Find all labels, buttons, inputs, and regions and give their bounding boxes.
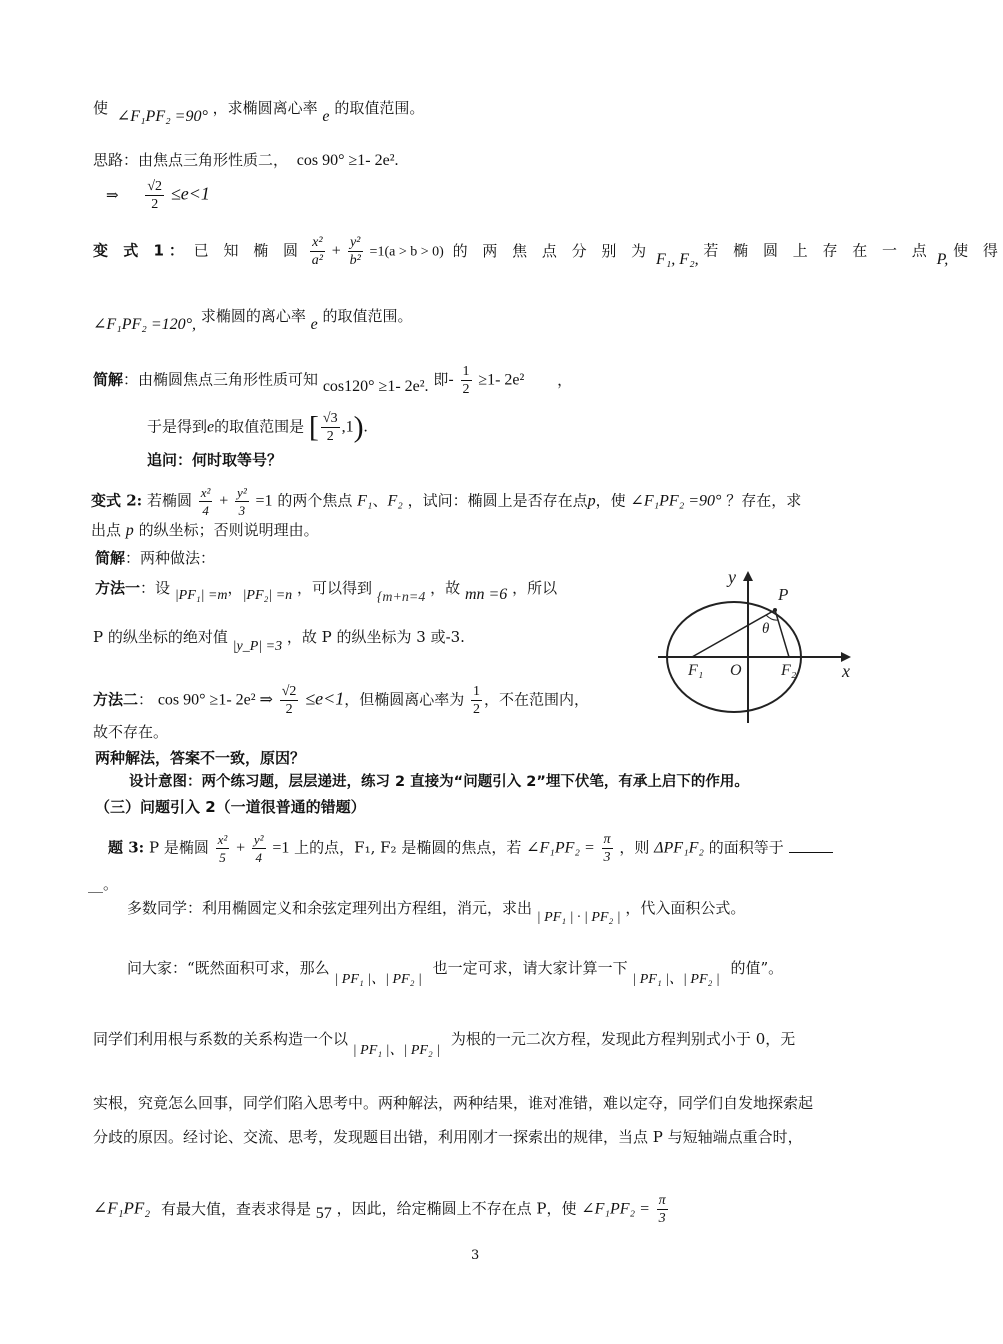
var-e: e bbox=[207, 418, 215, 436]
label: 方法二 bbox=[93, 690, 139, 709]
jj1-line bbox=[93, 363, 572, 398]
label: 题 3: bbox=[108, 838, 145, 857]
formula: cos 90° ≥1- 2e². bbox=[296, 152, 399, 169]
angle-formula: ∠F₁PF₂ =120°, bbox=[93, 316, 197, 333]
numerator: √2 bbox=[281, 684, 297, 699]
sep: ， bbox=[227, 579, 243, 597]
p3-line bbox=[106, 178, 210, 213]
text: 若 椭 圆 上 存 在 一 点 bbox=[703, 241, 932, 260]
text: P 的纵坐标的绝对值 bbox=[93, 628, 228, 646]
denominator: 4 bbox=[255, 850, 262, 865]
text: 同学们利用根与系数的关系构造一个以 bbox=[93, 1030, 349, 1048]
denominator: 5 bbox=[219, 850, 226, 865]
design-line: 设计意图：两个练习题，层层递进，练习 2 直接为“问题引入 2”埋下伏笔，有承上启下的作用。 bbox=[129, 774, 749, 790]
y-arrow bbox=[743, 571, 753, 581]
value: 57 bbox=[315, 1204, 332, 1222]
text: P 是椭圆 bbox=[148, 838, 209, 857]
text: 已 知 椭 圆 bbox=[193, 241, 303, 260]
plus: + bbox=[219, 492, 229, 510]
focus-1: F₁ bbox=[357, 492, 373, 510]
text: ，所以 bbox=[512, 579, 558, 597]
text: 的取值范围。 bbox=[322, 307, 413, 325]
text: ： bbox=[138, 690, 154, 709]
text: ：设 bbox=[140, 579, 171, 597]
equation-system: {m+n=4 bbox=[376, 590, 426, 605]
v1-line bbox=[93, 234, 1003, 269]
formula: | PF₁ |、| PF₂ | bbox=[632, 972, 720, 987]
why-line: 两种解法，答案不一致，原因？ bbox=[95, 749, 306, 767]
text: ， bbox=[557, 370, 573, 389]
pa2-line bbox=[127, 958, 784, 987]
angle-formula: ∠F₁PF₂ =90° bbox=[116, 108, 208, 125]
q3-line bbox=[108, 831, 833, 866]
text: 的纵坐标；否则说明理由。 bbox=[138, 521, 319, 539]
numerator: x² bbox=[310, 234, 325, 252]
text: ：由椭圆焦点三角形性质可知 bbox=[123, 370, 319, 389]
formula: cos120° ≥1- 2e². bbox=[322, 377, 429, 395]
implies-symbol: ⇒ bbox=[106, 185, 119, 204]
result-line bbox=[147, 410, 368, 445]
fraction bbox=[461, 363, 472, 398]
answer-blank[interactable] bbox=[789, 838, 833, 853]
label: 简解 bbox=[93, 370, 124, 389]
p2-line bbox=[93, 150, 399, 171]
jj2-line bbox=[95, 548, 215, 568]
ellipse-figure bbox=[656, 565, 856, 725]
plus: + bbox=[331, 242, 341, 260]
text: ？存在，求 bbox=[726, 491, 802, 510]
fraction-x bbox=[199, 484, 213, 519]
point-p: p bbox=[125, 522, 134, 539]
text: ，求椭圆离心率 bbox=[212, 99, 318, 117]
f2-label: F₂ bbox=[781, 662, 797, 679]
label: 变式 2: bbox=[91, 491, 143, 510]
text: ，但椭圆离心率为 bbox=[344, 690, 465, 709]
fraction-y bbox=[235, 484, 249, 519]
denominator: 3 bbox=[603, 850, 611, 865]
theta-label: θ bbox=[762, 621, 770, 637]
denominator: 3 bbox=[238, 503, 246, 518]
numerator: π bbox=[603, 832, 611, 847]
pa1-line bbox=[127, 898, 746, 925]
pa3-line bbox=[93, 1029, 796, 1058]
m1-line bbox=[95, 578, 558, 605]
left-bracket: [ bbox=[308, 410, 319, 444]
v1b-line bbox=[93, 306, 413, 333]
denominator: 2 bbox=[462, 382, 470, 397]
numerator: x² bbox=[217, 832, 228, 847]
label: 方法一 bbox=[95, 579, 141, 597]
period: . bbox=[363, 418, 368, 436]
text: 也一定可求，请大家计算一下 bbox=[432, 959, 628, 977]
fraction-pi bbox=[657, 1192, 668, 1227]
plus: + bbox=[236, 839, 246, 857]
o-label: O bbox=[730, 662, 742, 679]
label: 简解 bbox=[95, 549, 126, 567]
formula: | PF₁ |、| PF₂ | bbox=[334, 972, 422, 987]
formula: |y_P| =3 bbox=[232, 639, 283, 654]
text: ，则 bbox=[619, 838, 650, 857]
denominator: 2 bbox=[285, 702, 293, 717]
point-p-dot bbox=[773, 608, 777, 612]
point: P, bbox=[936, 250, 949, 268]
text: 有最大值，查表求得是 bbox=[161, 1199, 312, 1218]
denominator: b² bbox=[349, 253, 361, 268]
formula: |PF₂| =n bbox=[242, 588, 293, 603]
text: 若椭圆 bbox=[146, 491, 192, 510]
text: 于是得到 bbox=[147, 417, 208, 436]
text: 使 得 bbox=[953, 241, 1003, 260]
triangle: ΔPF₁F₂ bbox=[654, 839, 704, 857]
text: ，故 bbox=[430, 579, 461, 597]
fraction-x bbox=[216, 831, 230, 866]
sep: 、 bbox=[372, 491, 388, 510]
formula: mn =6 bbox=[464, 586, 508, 603]
focus-2: F₂ bbox=[387, 492, 403, 510]
formula: | PF₁ | · | PF₂ | bbox=[536, 910, 621, 925]
equals-one: =1 bbox=[272, 839, 290, 857]
text: 问大家：“既然面积可求，那么 bbox=[127, 959, 330, 977]
text: 即- bbox=[433, 370, 454, 389]
numerator: 1 bbox=[462, 364, 470, 379]
point-p: p bbox=[587, 492, 596, 510]
m2-line bbox=[93, 683, 589, 718]
interval-tail: ,1 bbox=[341, 418, 354, 436]
foci: F₁, F₂, bbox=[655, 250, 699, 268]
text: 的面积等于 bbox=[708, 838, 784, 857]
var-e: e bbox=[322, 108, 330, 125]
text: ，故 P 的纵坐标为 3 或-3. bbox=[286, 628, 465, 646]
inequality: ≤e<1 bbox=[170, 183, 210, 204]
text: 的取值范围是 bbox=[214, 417, 305, 436]
text: 使 bbox=[93, 99, 109, 117]
text: ，代入面积公式。 bbox=[625, 899, 746, 917]
inequality: ≤e<1 bbox=[305, 688, 345, 709]
text: 的两个焦点 bbox=[277, 491, 353, 510]
fraction bbox=[280, 683, 299, 718]
p-label: P bbox=[778, 585, 789, 604]
denominator: 2 bbox=[151, 197, 159, 212]
var-e: e bbox=[310, 316, 318, 333]
denominator: 4 bbox=[202, 503, 209, 518]
fraction-y bbox=[348, 234, 363, 269]
angle-formula: ∠F₁PF₂ = bbox=[581, 1200, 650, 1218]
text: ，可以得到 bbox=[296, 579, 372, 597]
text: 为根的一元二次方程，发现此方程判别式小于 0，无 bbox=[450, 1030, 796, 1048]
page-number: 3 bbox=[471, 1248, 480, 1263]
x-label: x bbox=[842, 661, 850, 681]
angle-formula: ∠F₁PF₂ = bbox=[526, 839, 595, 857]
focal-radius-2 bbox=[775, 610, 789, 657]
denominator: 3 bbox=[658, 1211, 666, 1226]
fraction bbox=[145, 178, 164, 213]
pa4-line: 实根，究竟怎么回事，同学们陷入思考中。两种解法，两种结果，谁对准错，难以定夺，同学们自发地探索起 bbox=[93, 1094, 814, 1112]
right-paren: ) bbox=[353, 410, 364, 444]
v2b-line bbox=[91, 520, 319, 541]
text: 思路：由焦点三角形性质二， bbox=[93, 151, 289, 169]
label: 变 式 1： bbox=[93, 241, 189, 260]
text: 的值”。 bbox=[730, 959, 784, 977]
fraction-x bbox=[310, 234, 325, 269]
text: 多数同学：利用椭圆定义和余弦定理列出方程组，消元，求出 bbox=[127, 899, 533, 917]
numerator: π bbox=[658, 1193, 666, 1208]
numerator: y² bbox=[237, 485, 247, 500]
text: ，因此，给定椭圆上不存在点 P，使 bbox=[336, 1199, 577, 1218]
denominator: 2 bbox=[473, 702, 481, 717]
fraction-pi bbox=[602, 831, 613, 866]
q3b-line: __。 bbox=[88, 875, 119, 893]
formula: |PF₁| =m bbox=[174, 588, 228, 603]
fraction bbox=[471, 683, 482, 718]
fraction-y bbox=[252, 831, 266, 866]
numerator: 1 bbox=[473, 684, 481, 699]
numerator: √2 bbox=[147, 179, 163, 194]
text: 求椭圆的离心率 bbox=[200, 307, 306, 325]
pa6-line bbox=[93, 1192, 670, 1227]
m2b-line: 故不存在。 bbox=[93, 723, 169, 741]
formula: | PF₁ |、| PF₂ | bbox=[352, 1043, 441, 1058]
numerator: x² bbox=[200, 485, 211, 500]
text: ：两种做法： bbox=[125, 549, 216, 567]
text: ，使 bbox=[595, 491, 626, 510]
text: 上的点，F₁, F₂ 是椭圆的焦点，若 bbox=[294, 838, 522, 857]
formula: ≥1- 2e² bbox=[478, 371, 525, 389]
m1b-line bbox=[93, 627, 465, 654]
angle-formula: ∠F₁PF₂ bbox=[93, 1198, 151, 1218]
y-label: y bbox=[728, 567, 736, 587]
numerator: y² bbox=[253, 832, 264, 847]
formula: cos 90° ≥1- 2e² ⇒ bbox=[157, 691, 273, 709]
ask-line: 追问：何时取等号？ bbox=[147, 451, 283, 469]
text: 的 两 焦 点 分 别 为 bbox=[452, 241, 652, 260]
angle-formula: ∠F₁PF₂ =90° bbox=[630, 492, 722, 510]
denominator: a² bbox=[311, 253, 323, 268]
section-heading: （三）问题引入 2（一道很普通的错题） bbox=[95, 798, 366, 816]
fraction bbox=[321, 410, 340, 445]
numerator: √3 bbox=[322, 411, 338, 426]
condition: =1(a > b > 0) bbox=[369, 244, 444, 260]
pa5-line: 分歧的原因。经讨论、交流、思考，发现题目出错，利用刚才一探索出的规律，当点 P 与短轴端点重合时， bbox=[93, 1128, 803, 1146]
text: 出点 bbox=[91, 521, 122, 539]
text: 的取值范围。 bbox=[334, 99, 425, 117]
f1-label: F₁ bbox=[688, 662, 704, 679]
numerator: y² bbox=[348, 234, 363, 252]
text: ，试问：椭圆上是否存在点 bbox=[407, 491, 588, 510]
v2-line bbox=[91, 484, 801, 519]
equals-one: =1 bbox=[255, 492, 273, 510]
denominator: 2 bbox=[326, 429, 334, 444]
text: ，不在范围内， bbox=[484, 690, 590, 709]
p1-line bbox=[93, 98, 425, 125]
